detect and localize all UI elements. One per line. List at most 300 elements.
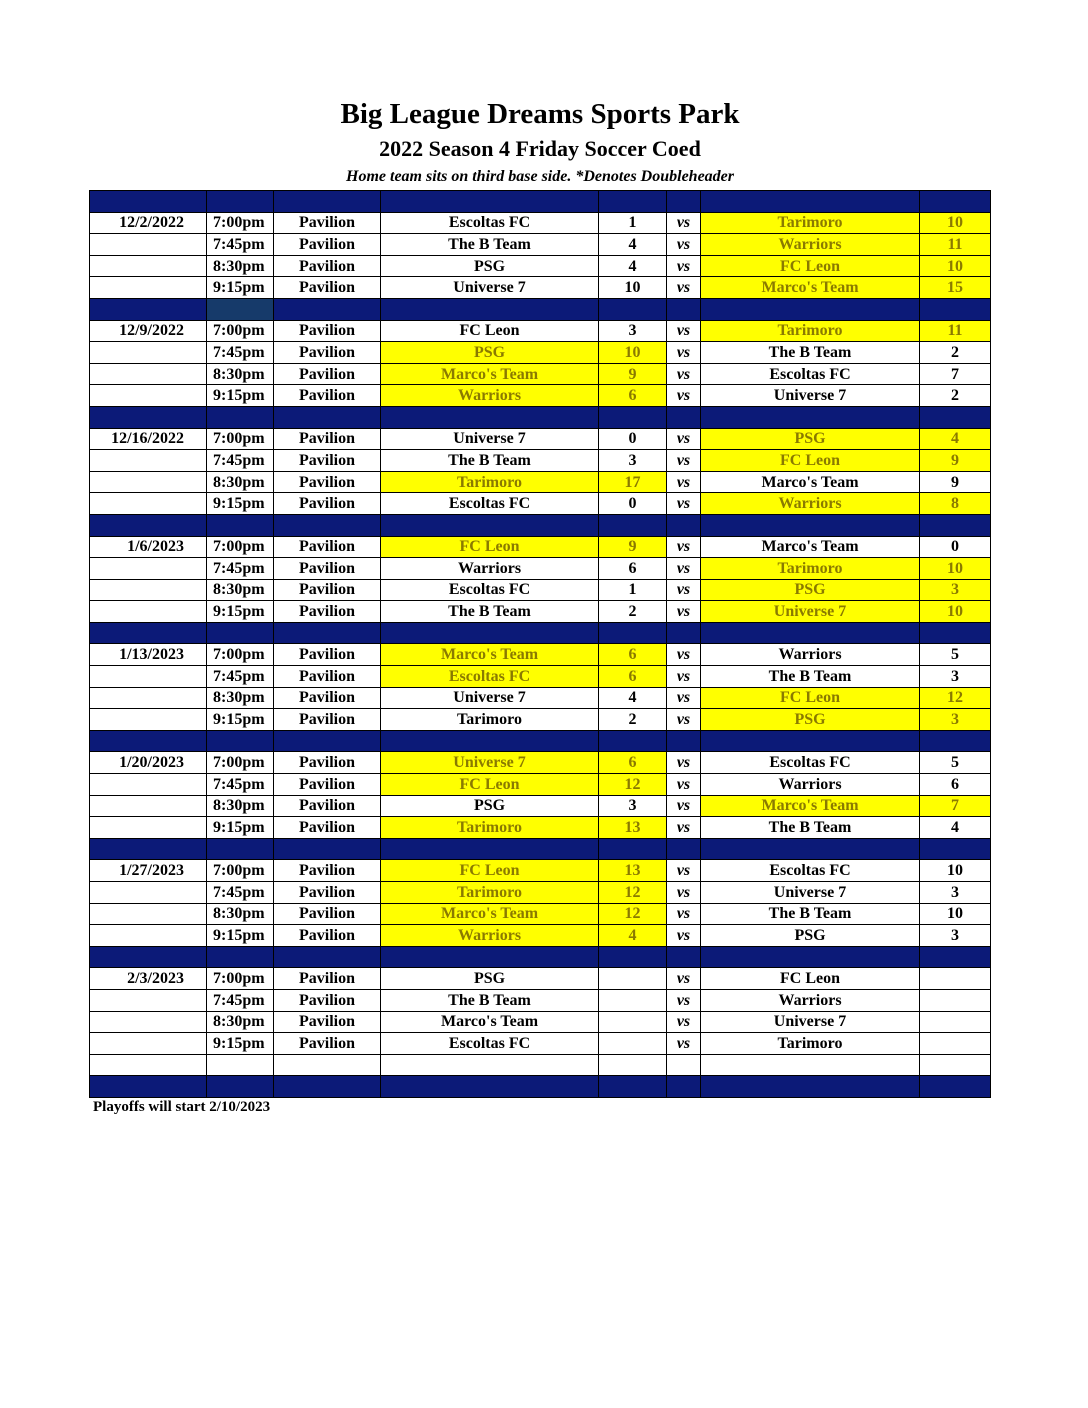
game-time: 9:15pm: [207, 1033, 274, 1055]
separator-cell: [920, 946, 991, 968]
game-date: 1/20/2023: [90, 752, 207, 774]
game-field: Pavilion: [274, 255, 381, 277]
home-team: Escoltas FC: [381, 493, 599, 515]
game-time: 7:45pm: [207, 774, 274, 796]
home-team: Warriors: [381, 385, 599, 407]
home-team: Universe 7: [381, 428, 599, 450]
game-row: [90, 471, 991, 493]
away-team: Universe 7: [701, 601, 920, 623]
home-score: 12: [599, 903, 667, 925]
away-team: Warriors: [701, 493, 920, 515]
away-team: FC Leon: [701, 255, 920, 277]
game-time: 7:00pm: [207, 644, 274, 666]
game-field: Pavilion: [274, 644, 381, 666]
separator-cell: [701, 298, 920, 320]
home-score: 4: [599, 234, 667, 256]
separator-cell: [599, 1076, 667, 1098]
away-score: 10: [920, 903, 991, 925]
home-team: Marco's Team: [381, 644, 599, 666]
separator-row: [90, 298, 991, 320]
away-team: The B Team: [701, 903, 920, 925]
vs-label: vs: [667, 644, 701, 666]
separator-cell: [207, 191, 274, 213]
game-date: [90, 579, 207, 601]
vs-label: vs: [667, 903, 701, 925]
separator-cell: [599, 730, 667, 752]
game-time: 7:00pm: [207, 212, 274, 234]
game-time: 7:00pm: [207, 320, 274, 342]
home-score: 6: [599, 385, 667, 407]
game-field: Pavilion: [274, 795, 381, 817]
separator-cell: [667, 730, 701, 752]
home-team: The B Team: [381, 450, 599, 472]
game-row: [90, 601, 991, 623]
game-field: Pavilion: [274, 903, 381, 925]
home-team: Marco's Team: [381, 363, 599, 385]
game-date: [90, 817, 207, 839]
home-score: [599, 1011, 667, 1033]
home-score: 10: [599, 277, 667, 299]
home-score: 0: [599, 428, 667, 450]
game-date: [90, 471, 207, 493]
separator-cell: [90, 406, 207, 428]
game-row: [90, 752, 991, 774]
home-score: 10: [599, 342, 667, 364]
home-team: FC Leon: [381, 774, 599, 796]
empty-cell: [701, 1054, 920, 1076]
away-score: 0: [920, 536, 991, 558]
game-time: 8:30pm: [207, 363, 274, 385]
game-time: 9:15pm: [207, 493, 274, 515]
home-score: 13: [599, 817, 667, 839]
away-team: Universe 7: [701, 385, 920, 407]
separator-row: [90, 1076, 991, 1098]
game-row: [90, 774, 991, 796]
home-score: 1: [599, 579, 667, 601]
game-field: Pavilion: [274, 882, 381, 904]
away-team: Warriors: [701, 989, 920, 1011]
vs-label: vs: [667, 1033, 701, 1055]
game-time: 7:45pm: [207, 989, 274, 1011]
home-team: The B Team: [381, 601, 599, 623]
away-score: 3: [920, 882, 991, 904]
game-field: Pavilion: [274, 471, 381, 493]
home-team: Marco's Team: [381, 903, 599, 925]
game-field: Pavilion: [274, 709, 381, 731]
away-score: [920, 1011, 991, 1033]
home-score: 0: [599, 493, 667, 515]
separator-cell: [599, 298, 667, 320]
home-team: FC Leon: [381, 320, 599, 342]
game-row: [90, 1033, 991, 1055]
game-date: [90, 903, 207, 925]
home-team: The B Team: [381, 234, 599, 256]
vs-label: vs: [667, 817, 701, 839]
separator-cell: [274, 406, 381, 428]
playoffs-note: Playoffs will start 2/10/2023: [93, 1099, 271, 1115]
separator-cell: [701, 838, 920, 860]
home-score: 9: [599, 536, 667, 558]
game-field: Pavilion: [274, 342, 381, 364]
schedule-body: [90, 191, 991, 1098]
game-date: [90, 882, 207, 904]
game-time: 9:15pm: [207, 277, 274, 299]
game-row: [90, 212, 991, 234]
separator-cell: [599, 406, 667, 428]
game-date: [90, 601, 207, 623]
separator-cell: [667, 1076, 701, 1098]
separator-cell: [207, 1076, 274, 1098]
away-score: [920, 968, 991, 990]
game-row: [90, 817, 991, 839]
game-date: 12/16/2022: [90, 428, 207, 450]
game-row: [90, 363, 991, 385]
separator-row: [90, 838, 991, 860]
home-team: Warriors: [381, 558, 599, 580]
away-team: Universe 7: [701, 882, 920, 904]
separator-cell: [90, 1076, 207, 1098]
away-score: 11: [920, 234, 991, 256]
game-field: Pavilion: [274, 925, 381, 947]
game-date: [90, 342, 207, 364]
game-date: [90, 925, 207, 947]
game-field: Pavilion: [274, 1033, 381, 1055]
separator-cell: [381, 514, 599, 536]
vs-label: vs: [667, 968, 701, 990]
game-row: [90, 255, 991, 277]
away-score: 7: [920, 795, 991, 817]
empty-row: [90, 1054, 991, 1076]
page-title: Big League Dreams Sports Park: [340, 98, 740, 130]
separator-cell: [701, 406, 920, 428]
away-team: Warriors: [701, 234, 920, 256]
game-date: 2/3/2023: [90, 968, 207, 990]
home-team: Universe 7: [381, 752, 599, 774]
separator-row: [90, 730, 991, 752]
game-row: [90, 450, 991, 472]
separator-cell: [920, 730, 991, 752]
away-score: 8: [920, 493, 991, 515]
separator-cell: [920, 406, 991, 428]
away-team: The B Team: [701, 817, 920, 839]
away-team: Tarimoro: [701, 320, 920, 342]
game-row: [90, 428, 991, 450]
separator-cell: [207, 298, 274, 320]
home-score: 2: [599, 601, 667, 623]
game-row: [90, 536, 991, 558]
game-field: Pavilion: [274, 774, 381, 796]
game-time: 7:45pm: [207, 666, 274, 688]
home-score: [599, 989, 667, 1011]
game-field: Pavilion: [274, 579, 381, 601]
separator-cell: [701, 730, 920, 752]
vs-label: vs: [667, 363, 701, 385]
away-team: Tarimoro: [701, 1033, 920, 1055]
away-team: The B Team: [701, 342, 920, 364]
home-team: PSG: [381, 342, 599, 364]
game-time: 8:30pm: [207, 795, 274, 817]
away-team: Universe 7: [701, 1011, 920, 1033]
game-date: [90, 255, 207, 277]
game-row: [90, 342, 991, 364]
separator-cell: [207, 730, 274, 752]
separator-cell: [599, 946, 667, 968]
vs-label: vs: [667, 234, 701, 256]
home-score: 3: [599, 450, 667, 472]
game-field: Pavilion: [274, 1011, 381, 1033]
game-row: [90, 709, 991, 731]
game-time: 7:00pm: [207, 752, 274, 774]
home-score: 6: [599, 666, 667, 688]
separator-cell: [90, 298, 207, 320]
separator-cell: [90, 622, 207, 644]
game-date: 12/2/2022: [90, 212, 207, 234]
game-row: [90, 925, 991, 947]
away-team: Marco's Team: [701, 795, 920, 817]
game-field: Pavilion: [274, 752, 381, 774]
game-time: 7:45pm: [207, 450, 274, 472]
away-team: PSG: [701, 428, 920, 450]
home-team: FC Leon: [381, 860, 599, 882]
separator-cell: [667, 838, 701, 860]
home-score: 17: [599, 471, 667, 493]
home-score: 4: [599, 687, 667, 709]
separator-cell: [667, 191, 701, 213]
game-row: [90, 882, 991, 904]
home-score: 4: [599, 255, 667, 277]
away-score: 9: [920, 471, 991, 493]
schedule-table: [89, 190, 991, 1098]
separator-cell: [207, 514, 274, 536]
separator-cell: [599, 514, 667, 536]
game-row: [90, 320, 991, 342]
game-row: [90, 666, 991, 688]
empty-cell: [599, 1054, 667, 1076]
away-team: FC Leon: [701, 450, 920, 472]
game-row: [90, 277, 991, 299]
game-time: 7:45pm: [207, 234, 274, 256]
game-time: 7:45pm: [207, 882, 274, 904]
away-team: Warriors: [701, 644, 920, 666]
game-field: Pavilion: [274, 428, 381, 450]
game-date: [90, 1033, 207, 1055]
separator-cell: [90, 946, 207, 968]
game-time: 8:30pm: [207, 687, 274, 709]
game-field: Pavilion: [274, 450, 381, 472]
separator-cell: [701, 191, 920, 213]
separator-cell: [701, 946, 920, 968]
separator-cell: [207, 946, 274, 968]
away-team: Escoltas FC: [701, 752, 920, 774]
home-team: PSG: [381, 255, 599, 277]
home-score: [599, 968, 667, 990]
home-score: 6: [599, 644, 667, 666]
separator-cell: [274, 838, 381, 860]
away-score: 2: [920, 385, 991, 407]
separator-row: [90, 946, 991, 968]
game-date: [90, 385, 207, 407]
game-date: [90, 666, 207, 688]
home-team: Escoltas FC: [381, 1033, 599, 1055]
away-score: 3: [920, 666, 991, 688]
separator-cell: [381, 730, 599, 752]
away-score: [920, 1033, 991, 1055]
away-score: 3: [920, 709, 991, 731]
away-team: Tarimoro: [701, 558, 920, 580]
separator-cell: [381, 298, 599, 320]
game-field: Pavilion: [274, 989, 381, 1011]
game-field: Pavilion: [274, 385, 381, 407]
home-team: Universe 7: [381, 277, 599, 299]
away-score: 7: [920, 363, 991, 385]
home-score: 1: [599, 212, 667, 234]
away-score: 10: [920, 601, 991, 623]
game-date: [90, 774, 207, 796]
separator-cell: [274, 298, 381, 320]
separator-cell: [920, 1076, 991, 1098]
away-score: 9: [920, 450, 991, 472]
separator-cell: [381, 838, 599, 860]
game-row: [90, 385, 991, 407]
home-team: Tarimoro: [381, 882, 599, 904]
game-time: 9:15pm: [207, 817, 274, 839]
separator-cell: [599, 191, 667, 213]
home-team: Escoltas FC: [381, 212, 599, 234]
game-field: Pavilion: [274, 968, 381, 990]
separator-cell: [90, 514, 207, 536]
away-score: 4: [920, 428, 991, 450]
separator-cell: [274, 622, 381, 644]
away-score: 6: [920, 774, 991, 796]
separator-cell: [667, 298, 701, 320]
game-date: 12/9/2022: [90, 320, 207, 342]
separator-cell: [701, 514, 920, 536]
separator-row: [90, 191, 991, 213]
vs-label: vs: [667, 277, 701, 299]
page-subtitle: 2022 Season 4 Friday Soccer Coed: [379, 136, 701, 161]
game-time: 8:30pm: [207, 579, 274, 601]
game-date: [90, 1011, 207, 1033]
game-time: 9:15pm: [207, 385, 274, 407]
vs-label: vs: [667, 471, 701, 493]
away-score: [920, 989, 991, 1011]
separator-cell: [381, 1076, 599, 1098]
game-row: [90, 558, 991, 580]
game-field: Pavilion: [274, 860, 381, 882]
game-row: [90, 795, 991, 817]
home-team: Universe 7: [381, 687, 599, 709]
away-score: 5: [920, 644, 991, 666]
vs-label: vs: [667, 989, 701, 1011]
game-row: [90, 1011, 991, 1033]
game-field: Pavilion: [274, 493, 381, 515]
home-team: Escoltas FC: [381, 579, 599, 601]
away-score: 5: [920, 752, 991, 774]
separator-cell: [381, 406, 599, 428]
vs-label: vs: [667, 212, 701, 234]
home-score: 12: [599, 774, 667, 796]
game-date: 1/13/2023: [90, 644, 207, 666]
separator-cell: [274, 191, 381, 213]
away-score: 10: [920, 860, 991, 882]
separator-cell: [667, 946, 701, 968]
game-row: [90, 644, 991, 666]
game-field: Pavilion: [274, 536, 381, 558]
game-date: [90, 989, 207, 1011]
vs-label: vs: [667, 1011, 701, 1033]
game-field: Pavilion: [274, 277, 381, 299]
separator-cell: [599, 622, 667, 644]
game-date: [90, 277, 207, 299]
game-time: 8:30pm: [207, 1011, 274, 1033]
game-date: [90, 795, 207, 817]
game-field: Pavilion: [274, 320, 381, 342]
vs-label: vs: [667, 558, 701, 580]
game-time: 7:00pm: [207, 860, 274, 882]
home-score: [599, 1033, 667, 1055]
vs-label: vs: [667, 925, 701, 947]
separator-cell: [90, 838, 207, 860]
away-score: 10: [920, 255, 991, 277]
vs-label: vs: [667, 882, 701, 904]
game-field: Pavilion: [274, 666, 381, 688]
empty-cell: [920, 1054, 991, 1076]
game-row: [90, 234, 991, 256]
vs-label: vs: [667, 752, 701, 774]
vs-label: vs: [667, 795, 701, 817]
separator-cell: [381, 191, 599, 213]
home-team: FC Leon: [381, 536, 599, 558]
separator-cell: [920, 622, 991, 644]
game-field: Pavilion: [274, 817, 381, 839]
away-team: FC Leon: [701, 687, 920, 709]
home-team: PSG: [381, 795, 599, 817]
game-date: [90, 234, 207, 256]
separator-cell: [207, 622, 274, 644]
separator-cell: [920, 838, 991, 860]
separator-cell: [207, 406, 274, 428]
home-team: PSG: [381, 968, 599, 990]
game-row: [90, 968, 991, 990]
away-score: 10: [920, 558, 991, 580]
separator-cell: [274, 730, 381, 752]
away-team: PSG: [701, 925, 920, 947]
away-team: Marco's Team: [701, 277, 920, 299]
game-time: 8:30pm: [207, 255, 274, 277]
game-row: [90, 989, 991, 1011]
away-team: Marco's Team: [701, 471, 920, 493]
game-time: 7:00pm: [207, 968, 274, 990]
away-team: Tarimoro: [701, 212, 920, 234]
game-time: 9:15pm: [207, 925, 274, 947]
home-score: 2: [599, 709, 667, 731]
vs-label: vs: [667, 493, 701, 515]
home-team: Tarimoro: [381, 471, 599, 493]
home-score: 3: [599, 320, 667, 342]
away-team: FC Leon: [701, 968, 920, 990]
separator-cell: [381, 622, 599, 644]
home-score: 6: [599, 752, 667, 774]
vs-label: vs: [667, 860, 701, 882]
empty-cell: [207, 1054, 274, 1076]
game-time: 7:00pm: [207, 428, 274, 450]
game-field: Pavilion: [274, 687, 381, 709]
vs-label: vs: [667, 579, 701, 601]
home-team: Marco's Team: [381, 1011, 599, 1033]
game-date: [90, 709, 207, 731]
game-row: [90, 579, 991, 601]
away-team: Escoltas FC: [701, 860, 920, 882]
